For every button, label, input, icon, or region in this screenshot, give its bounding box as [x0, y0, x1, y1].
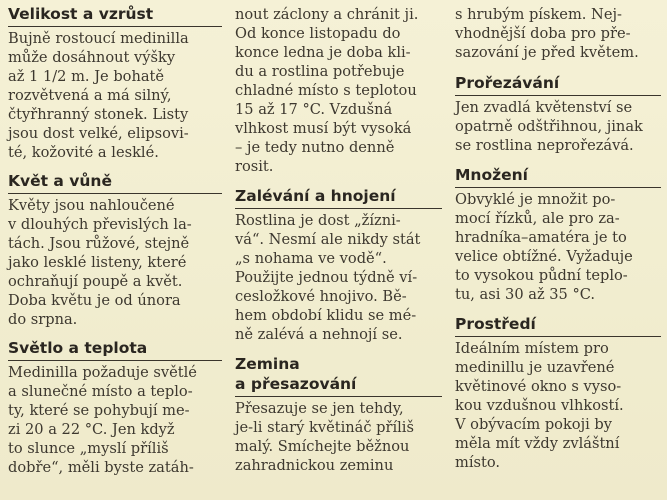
text-line: opatrně odštřihnou, jinak: [455, 118, 643, 135]
heading-svetlo: Světlo a teplota: [8, 339, 148, 357]
text-line: rosit.: [235, 158, 274, 175]
text-line: 15 až 17 °C. Vzdušná: [235, 101, 393, 118]
text-line: chladné místo s teplotou: [235, 82, 417, 99]
heading-zalevani: Zalévání a hnojení: [235, 187, 396, 205]
text-line: může dosáhnout výšky: [8, 49, 176, 66]
section-svetlo: [8, 338, 222, 477]
heading-rule: [8, 193, 222, 194]
text-line: Rostlina je dost „žízni-: [235, 212, 401, 229]
body-zemina-part2: [455, 5, 661, 62]
section-prorezavani: [455, 73, 661, 155]
text-line: rozvětvená a má silný,: [8, 87, 172, 104]
text-line: medinillu je uzavřené: [455, 359, 615, 376]
text-line: sazování je před květem.: [455, 44, 639, 61]
body-prostredi: [455, 339, 661, 472]
section-kvet: [8, 171, 222, 329]
text-line: dobře“, měli byste zatáh-: [8, 459, 194, 476]
section-zemina-continued: [455, 5, 661, 62]
heading-prostredi: Prostředí: [455, 315, 536, 333]
text-line: jako lesklé listeny, které: [8, 254, 187, 271]
body-velikost: [8, 29, 222, 162]
text-line: květinové okno s vyso-: [455, 378, 622, 395]
heading-rule: [455, 336, 661, 337]
text-line: v dlouhých převislých la-: [8, 216, 192, 233]
text-line: ochraňují poupě a květ.: [8, 273, 183, 290]
text-line: mocí řízků, ale pro za-: [455, 210, 620, 227]
text-line: tách. Jsou růžové, stejně: [8, 235, 190, 252]
text-line: ty, které se pohybují me-: [8, 402, 190, 419]
text-line: Obvyklé je množit po-: [455, 191, 616, 208]
heading-mnozeni: Množení: [455, 166, 528, 184]
section-zemina: [235, 354, 442, 475]
text-line: Jen zvadlá květenství se: [455, 99, 633, 116]
heading-rule: [455, 187, 661, 188]
text-line: velice obtížné. Vyžaduje: [455, 248, 633, 265]
text-line: je-li starý květináč příliš: [235, 419, 414, 436]
text-line: Bujně rostoucí medinilla: [8, 30, 189, 47]
text-line: do srpna.: [8, 311, 78, 328]
text-line: hradníka–amatéra je to: [455, 229, 627, 246]
text-line: s hrubým pískem. Nej-: [455, 6, 622, 23]
section-mnozeni: [455, 165, 661, 304]
text-line: se rostlina neprořezává.: [455, 137, 634, 154]
text-line: místo.: [455, 454, 501, 471]
text-line: nout záclony a chránit ji.: [235, 6, 419, 23]
text-line: Doba květu je od února: [8, 292, 181, 309]
heading-kvet: Květ a vůně: [8, 172, 112, 190]
heading-zemina-line2: a přesazování: [235, 375, 357, 393]
body-prorezavani: [455, 98, 661, 155]
text-line: Použijte jednou týdně ví-: [235, 269, 418, 286]
text-line: tu, asi 30 až 35 °C.: [455, 286, 596, 303]
text-line: hem období klidu se mé-: [235, 307, 417, 324]
section-velikost: [8, 4, 222, 162]
section-zalevani: [235, 186, 442, 344]
body-svetlo-part1: [8, 363, 222, 477]
section-prostredi: [455, 314, 661, 472]
text-line: Od konce listopadu do: [235, 25, 401, 42]
heading-zemina-line1: Zemina: [235, 355, 300, 373]
text-line: Ideálním místem pro: [455, 340, 609, 357]
heading-rule: [235, 396, 442, 397]
heading-rule: [455, 95, 661, 96]
text-line: ně zalévá a nehnojí se.: [235, 326, 403, 343]
section-svetlo-continued: [235, 5, 442, 176]
text-line: – je tedy nutno denně: [235, 139, 395, 156]
column-1: [8, 0, 222, 477]
text-line: vlhkost musí být vysoká: [235, 120, 412, 137]
body-kvet: [8, 196, 222, 329]
text-line: čtyřhranný stonek. Listy: [8, 106, 189, 123]
column-3: [455, 0, 661, 472]
heading-velikost: Velikost a vzrůst: [8, 5, 154, 23]
text-line: zi 20 a 22 °C. Jen když: [8, 421, 175, 438]
text-line: du a rostlina potřebuje: [235, 63, 405, 80]
text-line: cesložkové hnojivo. Bě-: [235, 288, 407, 305]
heading-rule: [8, 360, 222, 361]
text-line: malý. Smíchejte běžnou: [235, 438, 410, 455]
text-line: vhodnější doba pro pře-: [455, 25, 631, 42]
text-line: V obývacím pokoji by: [455, 416, 612, 433]
text-line: až 1 1/2 m. Je bohatě: [8, 68, 165, 85]
text-line: Květy jsou nahloučené: [8, 197, 175, 214]
body-zalevani: [235, 211, 442, 344]
text-line: Medinilla požaduje světlé: [8, 364, 197, 381]
body-mnozeni: [455, 190, 661, 304]
column-2: [235, 0, 442, 475]
text-line: to slunce „myslí příliš: [8, 440, 169, 457]
text-line: Přesazuje se jen tehdy,: [235, 400, 404, 417]
heading-rule: [235, 208, 442, 209]
text-line: to vysokou půdní teplo-: [455, 267, 628, 284]
text-line: kou vzdušnou vlhkostí.: [455, 397, 624, 414]
text-line: té, kožovité a lesklé.: [8, 144, 159, 161]
text-line: měla mít vždy zvláštní: [455, 435, 620, 452]
text-line: konce ledna je doba kli-: [235, 44, 411, 61]
text-line: zahradnickou zeminu: [235, 457, 394, 474]
body-svetlo-part2: [235, 5, 442, 176]
text-line: jsou dost velké, elipsovi-: [8, 125, 189, 142]
text-line: vá“. Nesmí ale nikdy stát: [235, 231, 421, 248]
heading-prorezavani: Prořezávání: [455, 74, 560, 92]
heading-rule: [8, 26, 222, 27]
text-line: a slunečné místo a teplo-: [8, 383, 193, 400]
body-zemina-part1: [235, 399, 442, 475]
text-line: „s nohama ve vodě“.: [235, 250, 387, 267]
